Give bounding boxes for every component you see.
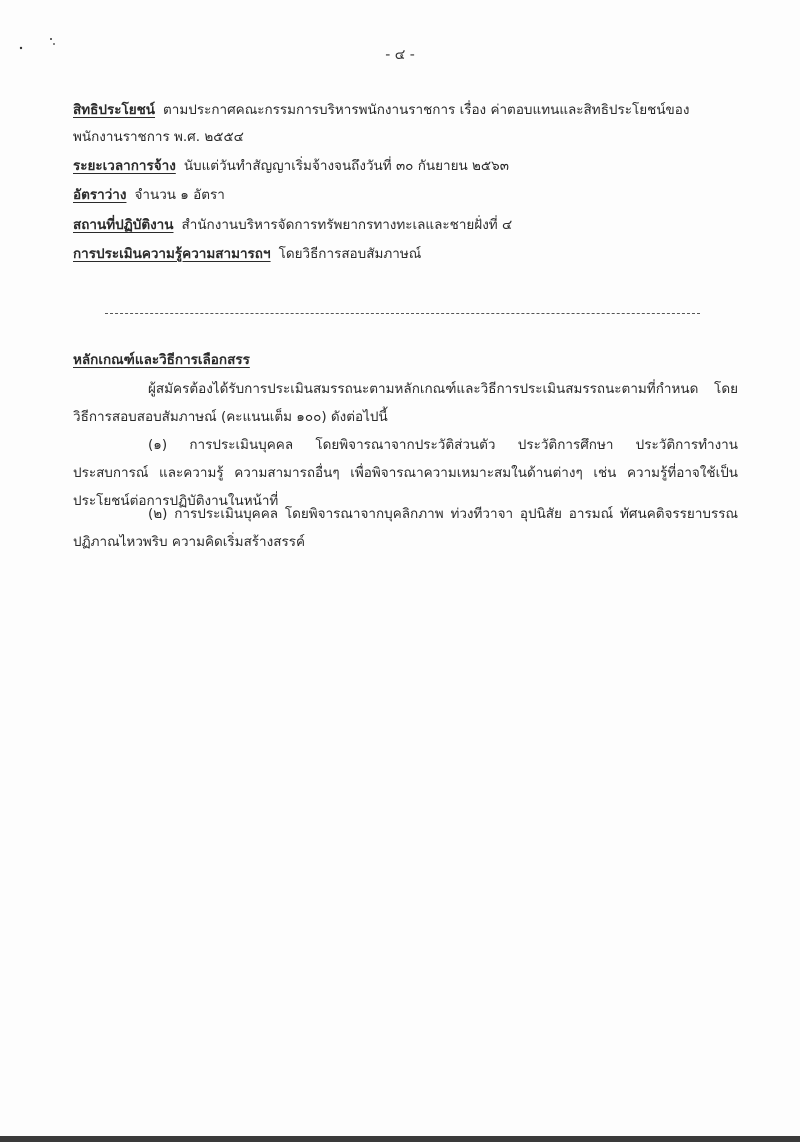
page-number: - ๔ -: [385, 47, 415, 63]
employment-period-field: [73, 153, 738, 180]
benefit-label: สิทธิประโยชน์: [73, 102, 156, 118]
selection-intro-paragraph: ผู้สมัครต้องได้รับการประเมินสมรรถนะตามหลักเกณฑ์และวิธีการประเมินสมรรถนะตามที่กำหนด โดยวิธีการสอบสอบสัมภาษณ์ (คะแนนเต็ม ๑๐๐) ดังต่อไปนี้: [73, 381, 738, 425]
employment-period-value: นับแต่วันทำสัญญาเริ่มจ้างจนถึงวันที่ ๓๐ กันยายน ๒๕๖๓: [183, 158, 509, 174]
workplace-label: สถานที่ปฏิบัติงาน: [73, 217, 174, 233]
assessment-label: การประเมินความรู้ความสามารถฯ: [73, 246, 271, 262]
section-divider: [105, 313, 700, 314]
selection-item-2: (๒) การประเมินบุคคล โดยพิจารณาจากบุคลิกภาพ ท่วงทีวาจา อุปนิสัย อารมณ์ ทัศนคติจรรยาบรรณ ปฏิภาณไหวพริบ ความคิดเริ่มสร้างสรรค์: [73, 506, 738, 550]
vacancy-rate-label: อัตราว่าง: [73, 187, 127, 203]
scan-bottom-edge: [0, 1136, 800, 1142]
workplace-value: สำนักงานบริหารจัดการทรัพยากรทางทะเลและชายฝั่งที่ ๔: [181, 217, 513, 233]
assessment-value: โดยวิธีการสอบสัมภาษณ์: [278, 246, 422, 262]
workplace-field: [73, 212, 738, 239]
employment-period-label: ระยะเวลาการจ้าง: [73, 158, 176, 174]
vacancy-rate-field: [73, 182, 738, 209]
vacancy-rate-value: จำนวน ๑ อัตรา: [134, 187, 225, 203]
selection-item-1: (๑) การประเมินบุคคล โดยพิจารณาจากประวัติส่วนตัว ประวัติการศึกษา ประวัติการทำงาน ประสบการณ์ และความรู้ ความสามารถอื่นๆ เพื่อพิจารณาความเหมาะสมในด้านต่างๆ เช่น ความรู้ที่อาจใช้เป็นประโยชน์ต่อการปฏิบัติงานในหน้าที่: [73, 437, 738, 509]
benefit-field: [73, 97, 738, 151]
benefit-value: ตามประกาศคณะกรรมการบริหารพนักงานราชการ เรื่อง ค่าตอบแทนและสิทธิประโยชน์ของพนักงานราชการ พ.ศ. ๒๕๕๔: [73, 102, 690, 145]
assessment-field: [73, 241, 738, 268]
selection-criteria-heading: หลักเกณฑ์และวิธีการเลือกสรร: [73, 352, 250, 368]
